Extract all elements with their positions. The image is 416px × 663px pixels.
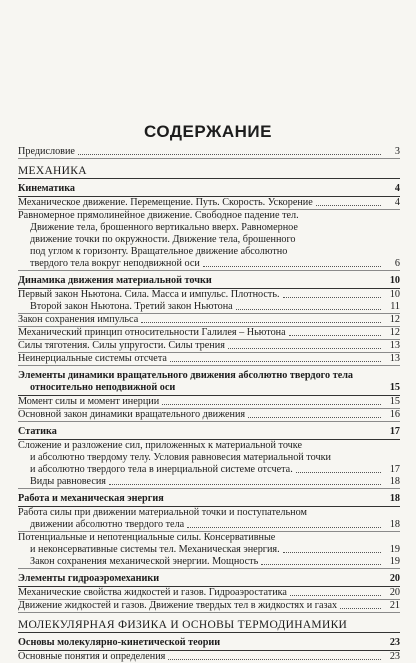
running-header	[0, 0, 416, 14]
toc-subsection: Основы молекулярно-кинетической теории 23	[18, 637, 400, 651]
toc-entry: Первый закон Ньютона. Сила. Масса и импульс. Плотность. 10	[18, 289, 400, 300]
section-heading: МЕХАНИКА	[18, 165, 400, 179]
toc-entry: Равномерное прямолинейное движение. Свободное падение тел.	[18, 210, 299, 221]
toc-subsection: Динамика движения материальной точки 10	[18, 275, 400, 289]
toc-entry: и абсолютно твердого тела в инерциальной системе отсчета. 17	[30, 464, 400, 475]
toc-entry: твердого тела вокруг неподвижной оси 6	[18, 258, 400, 271]
toc-entry: и абсолютно твердому телу. Условия равновесия материальной точки	[30, 452, 331, 463]
toc-entry: Виды равновесия 18	[18, 476, 400, 489]
toc-entry	[18, 146, 400, 159]
toc-entry: Силы тяготения. Силы упругости. Силы трения 13	[18, 340, 400, 351]
toc-subsection: Элементы гидроаэромеханики 20	[18, 573, 400, 587]
toc-entry: Второй закон Ньютона. Третий закон Ньютона 11	[18, 301, 400, 314]
toc-entry: Движение жидкостей и газов. Движение твердых тел в жидкостях и газах 21	[18, 600, 400, 611]
page-number: 3	[394, 146, 400, 157]
table-of-contents	[18, 146, 400, 663]
toc-entry: Закон сохранения импульса 12	[18, 314, 400, 325]
toc-entry: и неконсервативные системы тел. Механическая энергия. 19	[30, 544, 400, 555]
toc-entry: Неинерциальные системы отсчета 13	[18, 353, 400, 364]
toc-entry: Движение тела, брошенного вертикально вверх. Равномерное	[30, 222, 298, 233]
toc-subsection: Работа и механическая энергия 18	[18, 493, 400, 507]
toc-subsection: Кинематика 4	[18, 183, 400, 197]
toc-entry: Основные понятия и определения 23	[18, 651, 400, 662]
entry-text: Предисловие	[18, 146, 75, 157]
toc-entry: под углом к горизонту. Вращательное движение абсолютно	[30, 246, 288, 257]
toc-subsection: относительно неподвижной оси 15	[18, 382, 400, 396]
toc-entry: Потенциальные и непотенциальные силы. Консервативные	[18, 532, 276, 543]
toc-entry: Механическое движение. Перемещение. Путь. Скорость. Ускорение 4	[18, 197, 400, 208]
toc-entry: Сложение и разложение сил, приложенных к материальной точке	[18, 440, 302, 451]
toc-entry: Основной закон динамики вращательного движения 16	[18, 409, 400, 420]
section-heading: МОЛЕКУЛЯРНАЯ ФИЗИКА И ОСНОВЫ ТЕРМОДИНАМИКИ	[18, 619, 400, 633]
toc-entry: движении абсолютно твердого тела 18	[18, 519, 400, 532]
toc-subsection: Статика 17	[18, 426, 400, 440]
toc-subsection: Элементы динамики вращательного движения абсолютно твердого тела	[18, 370, 354, 381]
toc-entry: Механический принцип относительности Галилея – Ньютона 12	[18, 327, 400, 338]
toc-entry: Закон сохранения механической энергии. Мощность 19	[18, 556, 400, 569]
toc-entry: движение точки по окружности. Движение тела, брошенного	[30, 234, 296, 245]
toc-entry: Работа силы при движении материальной точки и поступательном	[18, 507, 307, 518]
toc-entry: Механические свойства жидкостей и газов. Гидроаэростатика 20	[18, 587, 400, 598]
page-title: СОДЕРЖАНИЕ	[144, 122, 272, 141]
toc-entry: Момент силы и момент инерции 15	[18, 396, 400, 407]
